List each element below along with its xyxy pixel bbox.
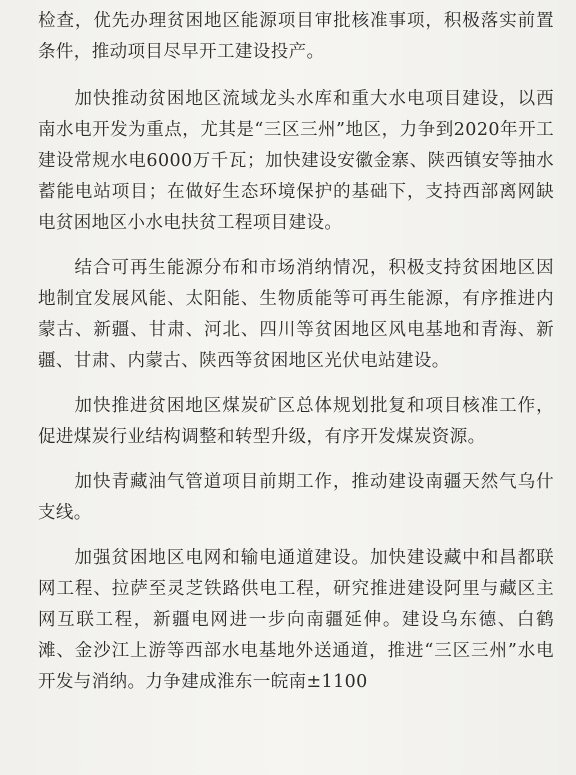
paragraph-5: [38, 467, 554, 529]
paragraph-2: [38, 84, 554, 239]
paragraph-3-text: 结合可再生能源分布和市场消纳情况，积极支持贫困地区因地制宜发展风能、太阳能、生物质能等可再生能源，有序推进内蒙古、新疆、甘肃、河北、四川等贫困地区风电基地和青海、新疆、甘肃、内蒙古、陕西等贫困地区光伏电站建设。: [38, 258, 554, 371]
paragraph-5-text: 加快青藏油气管道项目前期工作，推动建设南疆天然气乌什支线。: [38, 472, 554, 523]
paragraph-6-text: 加强贫困地区电网和输电通道建设。加快建设藏中和昌都联网工程、拉萨至灵芝铁路供电工程，研究推进建设阿里与藏区主网互联工程，新疆电网进一步向南疆延伸。建设乌东德、白鹤滩、金沙江上游等西部水电基地外送通道，推进“三区三州”水电开发与消纳。力争建成淮东一皖南±1100: [38, 548, 554, 692]
paragraph-6: [38, 543, 554, 698]
paragraph-3: [38, 253, 554, 377]
paragraph-2-text: 加快推动贫困地区流域龙头水库和重大水电项目建设，以西南水电开发为重点，尤其是“三区三州”地区，力争到2020年开工建设常规水电6000万千瓦；加快建设安徽金寨、陕西镇安等抽水蓄能电站项目；在做好生态环境保护的基础下，支持西部离网缺电贫困地区小水电扶贫工程项目建设。: [38, 89, 554, 233]
paragraph-1-text: 检查，优先办理贫困地区能源项目审批核准事项，积极落实前置条件，推动项目尽早开工建设投产。: [38, 11, 554, 62]
paragraph-1: [38, 6, 554, 68]
paragraph-4: [38, 391, 554, 453]
paragraph-4-text: 加快推进贫困地区煤炭矿区总体规划批复和项目核准工作，促进煤炭行业结构调整和转型升级，有序开发煤炭资源。: [38, 396, 554, 447]
